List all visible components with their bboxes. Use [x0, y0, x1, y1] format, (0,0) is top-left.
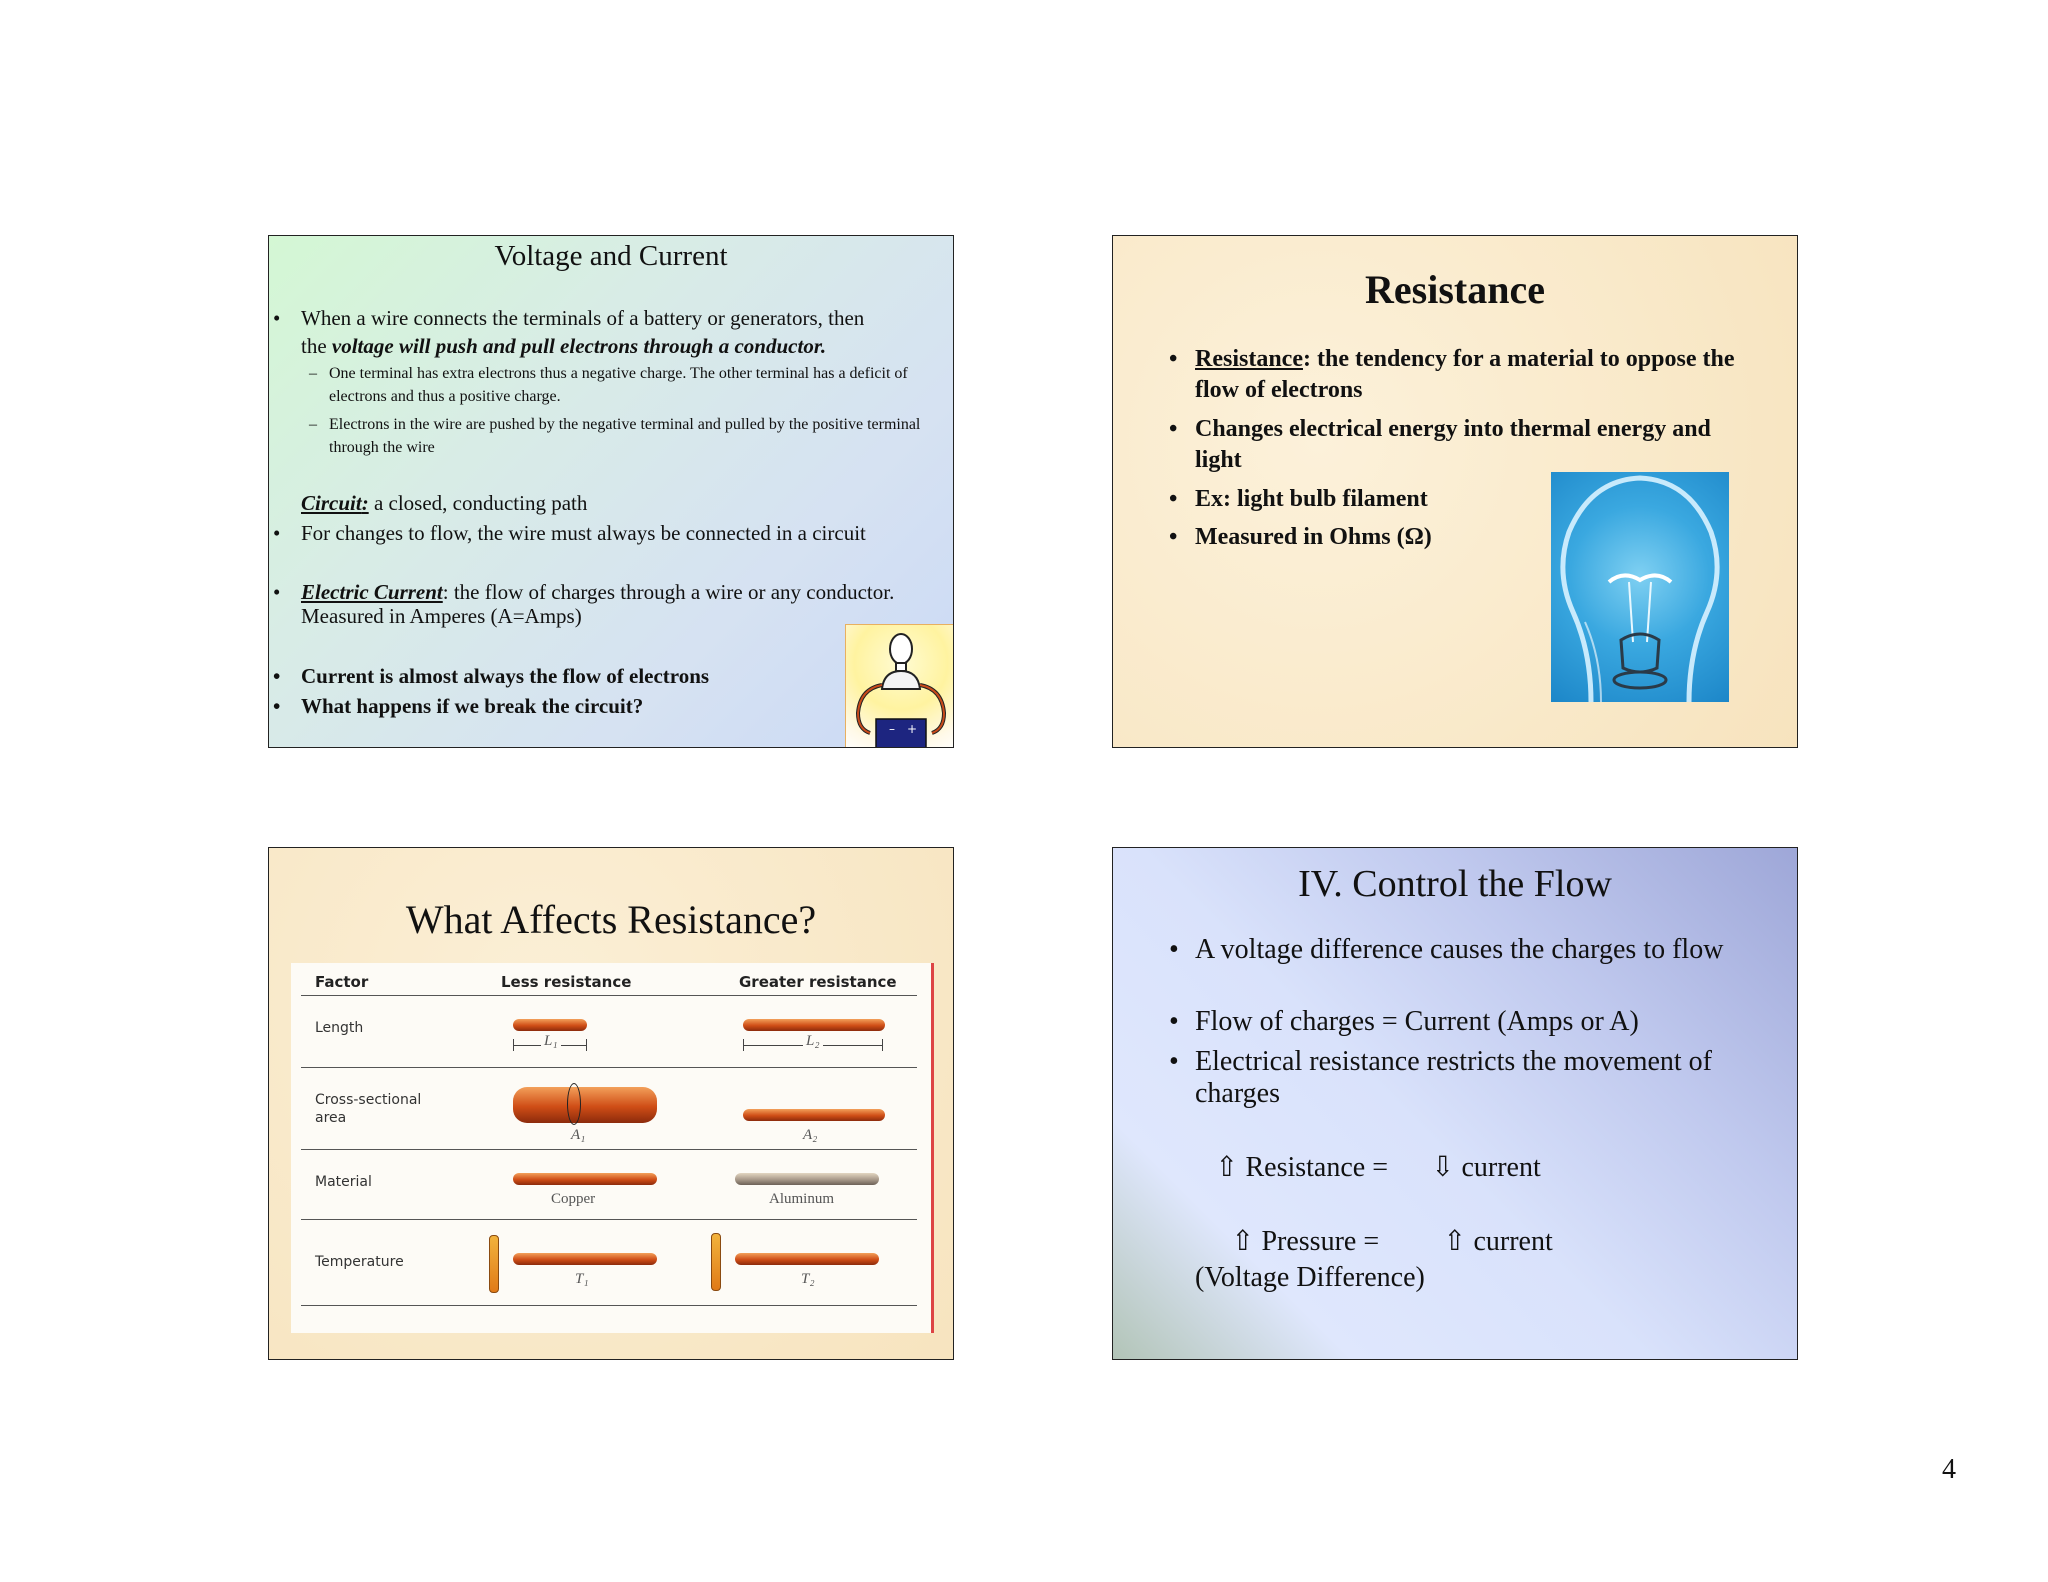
bullet-current-electrons: • Current is almost always the flow of electrons — [273, 664, 710, 688]
circuit-person-illustration — [845, 624, 954, 748]
bullet-wire-connects: • When a wire connects the terminals of a battery or generators, then the voltage will push and pull electrons through a conductor. — [273, 306, 865, 358]
label-aluminum: Aluminum — [769, 1191, 835, 1207]
bullet-light-bulb: • Ex: light bulb filament — [1169, 486, 1428, 512]
table-rule — [301, 1067, 917, 1068]
voltage-difference-note: (Voltage Difference) — [1195, 1262, 1425, 1293]
slide-title: What Affects Resistance? — [405, 897, 817, 942]
battery-minus: – — [889, 722, 895, 736]
label-a2: A₂ — [803, 1127, 818, 1143]
long-copper-rod — [743, 1019, 885, 1031]
slide-title: Voltage and Current — [494, 240, 728, 272]
sub-bullet-electrons: – Electrons in the wire are pushed by the negative terminal and pulled by the positive terminal through the wire — [309, 416, 921, 456]
slide-control-the-flow — [1112, 847, 1798, 1360]
table-rule — [301, 1149, 917, 1150]
slide-title: Resistance — [1365, 267, 1545, 312]
bullet-electrical-resistance: • Electrical resistance restricts the movement of charges — [1169, 1046, 1713, 1109]
equation-resistance-right: ⇩ current — [1431, 1152, 1541, 1183]
label-l1: L₁ — [541, 1033, 561, 1050]
thermometer-icon — [711, 1233, 721, 1291]
equation-pressure-left: ⇧ Pressure = — [1231, 1226, 1380, 1257]
bullet-electric-current: • Electric Current: the flow of charges through a wire or any conductor. Measured in Amperes (A=Amps) — [273, 580, 895, 628]
row-factor-area: Cross-sectional area — [315, 1092, 422, 1126]
circuit-definition: Circuit: a closed, conducting path — [301, 491, 588, 515]
short-copper-rod — [513, 1019, 587, 1031]
slide-what-affects-resistance — [268, 847, 954, 1360]
label-copper: Copper — [551, 1191, 596, 1207]
person-battery-icon — [846, 625, 954, 748]
equation-pressure-right: ⇧ current — [1443, 1226, 1553, 1257]
bullet-break-circuit: • What happens if we break the circuit? — [273, 694, 644, 718]
cross-section-ring — [567, 1083, 581, 1125]
light-bulb-image — [1551, 472, 1729, 702]
label-l2: L₂ — [803, 1033, 823, 1050]
bullet-ohms: • Measured in Ohms (Ω) — [1169, 524, 1432, 550]
header-factor: Factor — [315, 973, 369, 991]
table-rule — [301, 1219, 917, 1220]
bullet-flow-of-charges: • Flow of charges = Current (Amps or A) — [1169, 1006, 1639, 1037]
bullet-energy: • Changes electrical energy into thermal energy and light — [1169, 416, 1711, 473]
header-less-resistance: Less resistance — [501, 973, 632, 991]
label-a1: A₁ — [571, 1127, 586, 1143]
slide-resistance — [1112, 235, 1798, 748]
thick-copper-rod — [513, 1087, 657, 1123]
copper-rod — [513, 1173, 657, 1185]
bullet-changes-to-flow: • For changes to flow, the wire must always be connected in a circuit — [273, 521, 866, 545]
aluminum-rod — [735, 1173, 879, 1185]
label-t1: T₁ — [575, 1271, 589, 1287]
cool-copper-rod — [513, 1253, 657, 1265]
table-rule — [301, 1305, 917, 1306]
row-factor-material: Material — [315, 1174, 372, 1190]
sub-bullet-terminals: – One terminal has extra electrons thus a negative charge. The other terminal has a deficit of electrons and thus a positive charge. — [309, 365, 908, 405]
page-number: 4 — [1942, 1454, 1956, 1485]
row-factor-length: Length — [315, 1020, 364, 1036]
table-rule — [301, 995, 917, 996]
thermometer-icon — [489, 1235, 499, 1293]
resistance-factors-table — [291, 963, 934, 1333]
equation-resistance-left: ⇧ Resistance = — [1215, 1152, 1388, 1183]
label-t2: T₂ — [801, 1271, 815, 1287]
row-factor-temperature: Temperature — [315, 1254, 404, 1270]
header-greater-resistance: Greater resistance — [739, 973, 897, 991]
bullet-voltage-difference: • A voltage difference causes the charges to flow — [1169, 934, 1724, 965]
light-bulb-icon — [1551, 472, 1729, 702]
thin-copper-rod — [743, 1109, 885, 1121]
battery-plus: + — [907, 722, 918, 736]
slide-voltage-and-current — [268, 235, 954, 748]
bullet-resistance-def: • Resistance: the tendency for a material to oppose the flow of electrons — [1169, 346, 1735, 403]
slide-title: IV. Control the Flow — [1298, 863, 1612, 905]
hot-copper-rod — [735, 1253, 879, 1265]
